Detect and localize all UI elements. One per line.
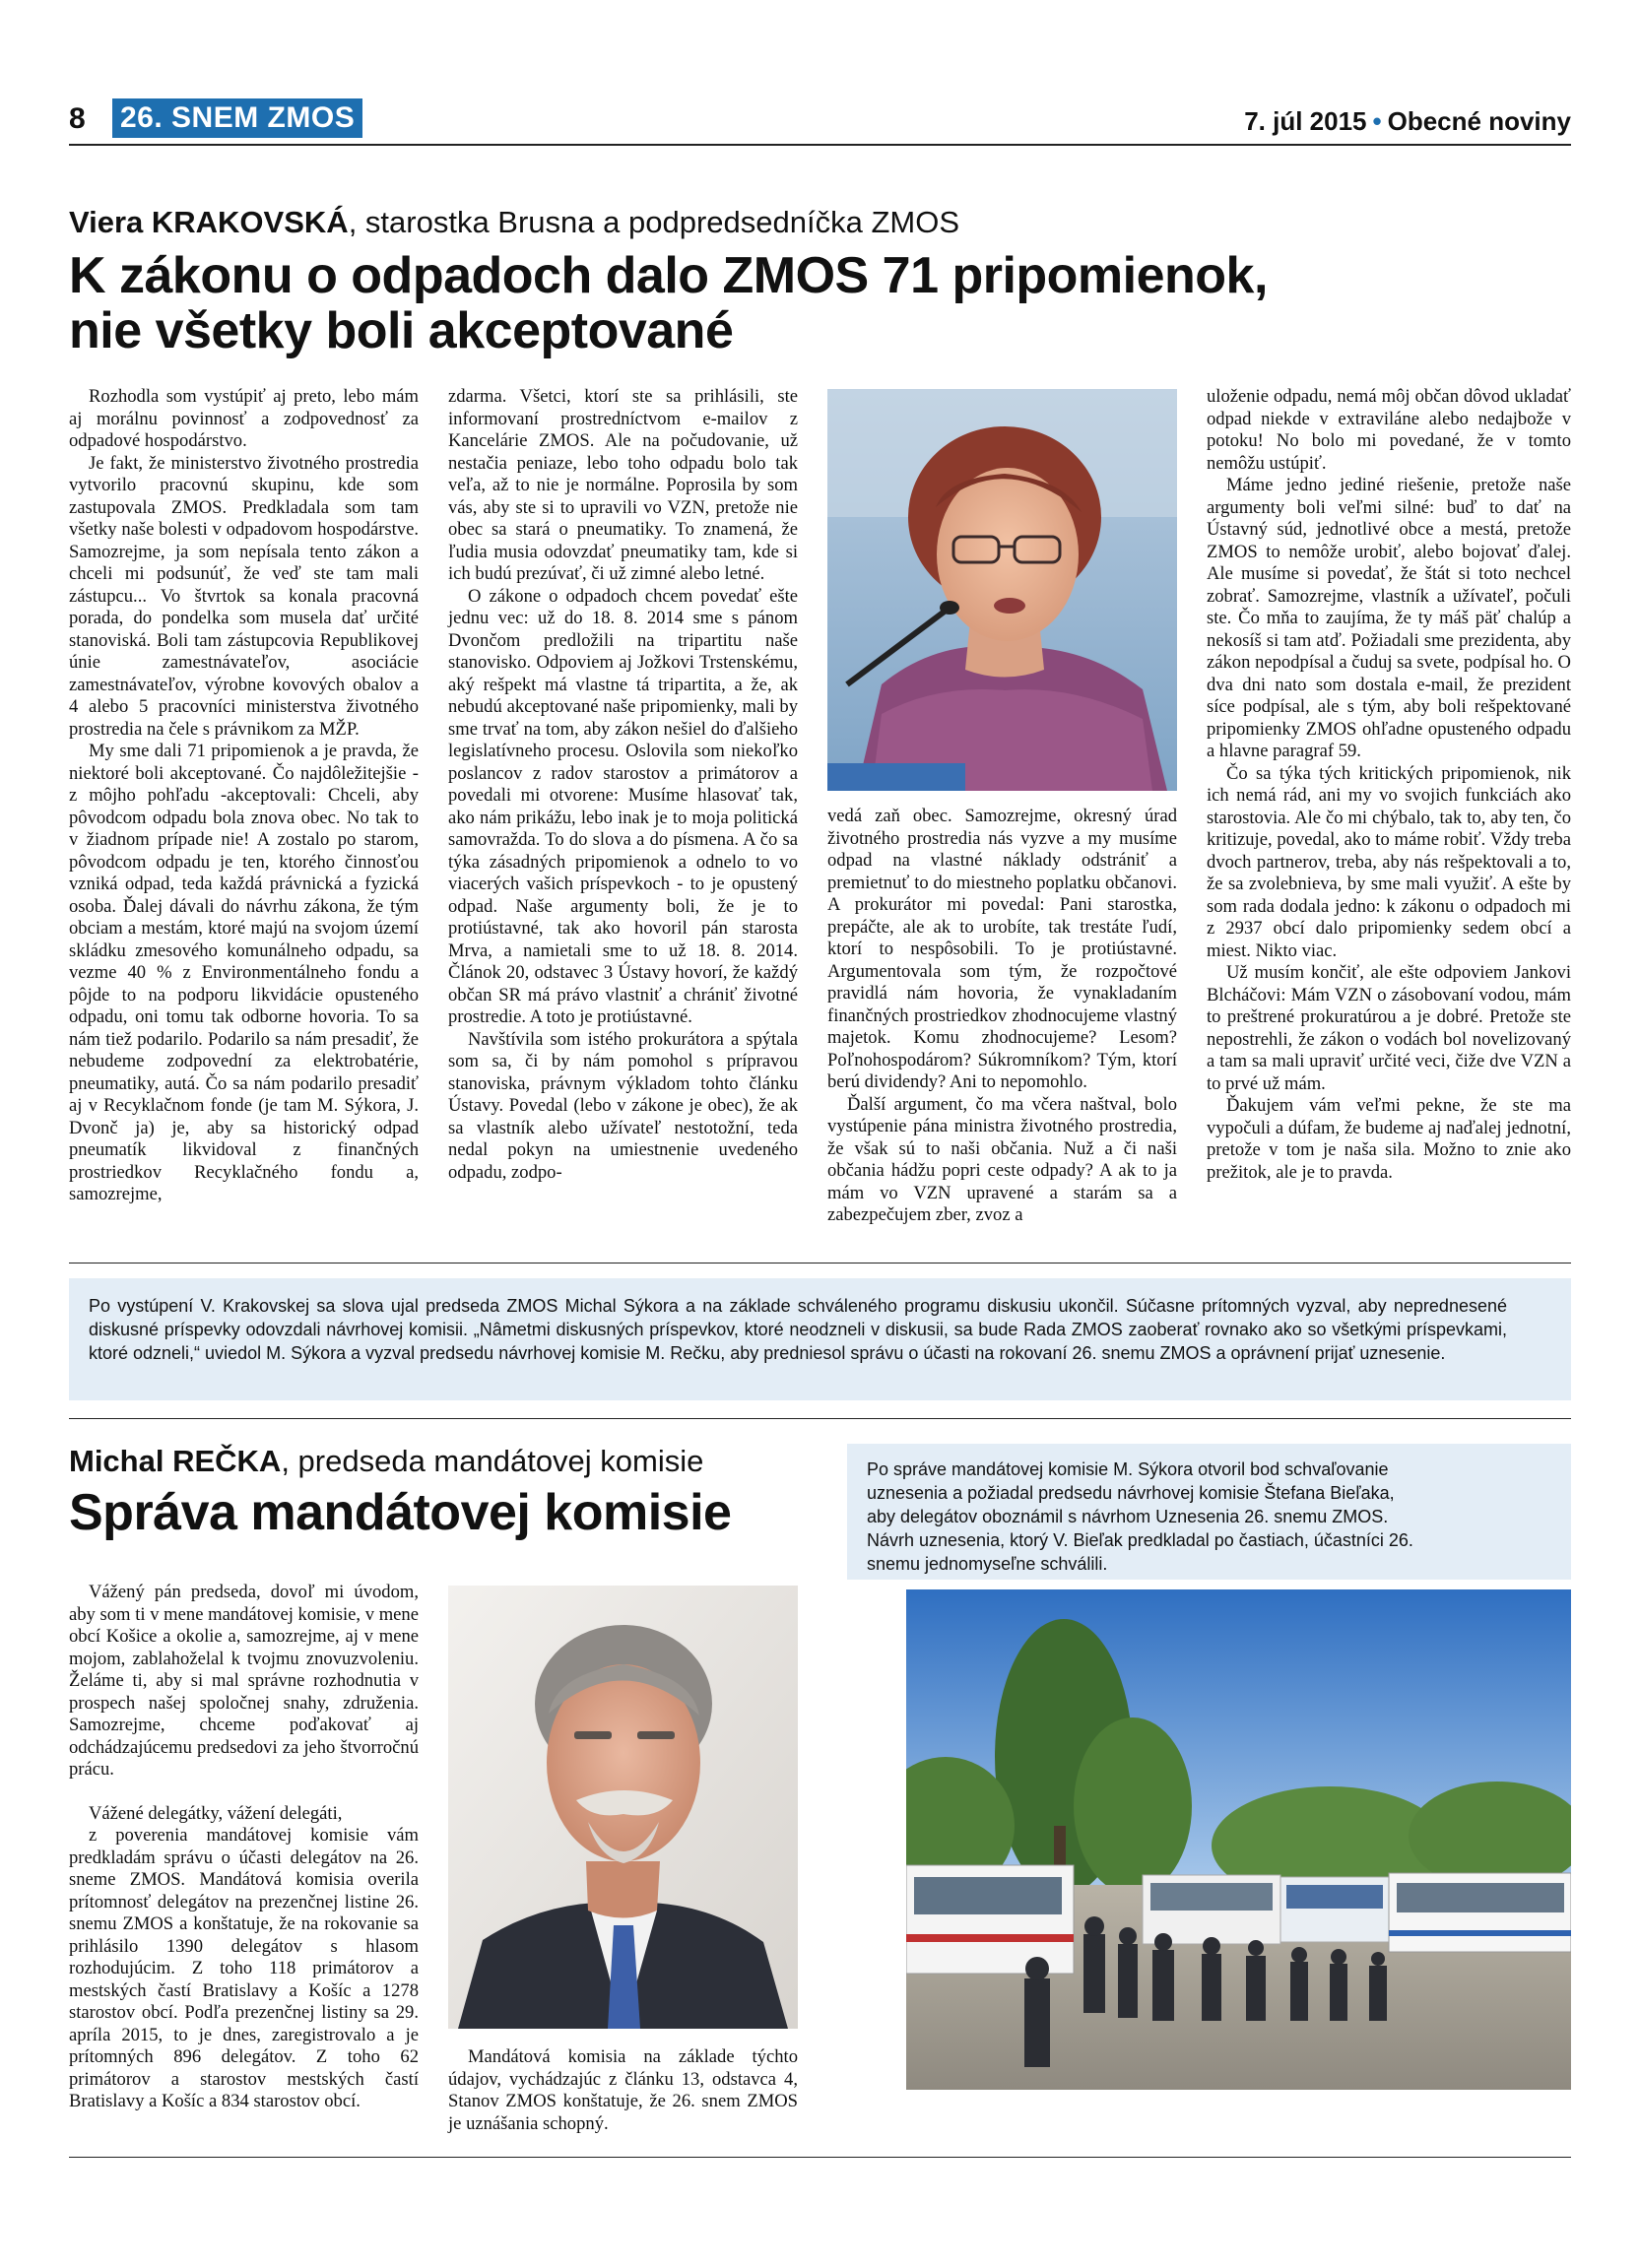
- paragraph: Čo sa týka tých kritických pripomienok, nik ich nemá rád, ani my vo svojich funkciách ako starostovia. Ale čo mi chýbalo, tak to, aby ten, čo kritizuje, povedal, ako to máme robiť. Vždy treba dvoch partnerov, treba, aby nás rešpektovali a to, že sa zvolebnieva, by sme mali využiť. A ešte by som rada dodala jedno: k zákonu o odpadoch mi z 2937 obcí dalo pripomienky sedem obcí a miest. Nikto viac.: [1207, 762, 1571, 961]
- paragraph: Rozhodla som vystúpiť aj preto, lebo mám aj morálnu povinnosť a zodpovednosť za odpadové hospodárstvo.: [69, 386, 419, 451]
- section-divider: [69, 1263, 1571, 1264]
- photo-caption-mandate: Mandátová komisia na základe týchto údajov, vychádzajúc z článku 13, odstavca 4, Stanov ZMOS konštatuje, že 26. snem ZMOS je uznášania schopný.: [448, 2046, 798, 2134]
- paragraph: uloženie odpadu, nemá môj občan dôvod ukladať odpad niekde v extraviláne alebo nedajbože v potoku! No bolo mi povedané, že v tomto nemôžu ustúpiť.: [1207, 386, 1571, 474]
- article1-headline-line2: nie všetky boli akceptované: [69, 302, 734, 359]
- paragraph: vedá zaň obec. Samozrejme, okresný úrad životného prostredia nás vyzve a my musíme odpad na vlastné náklady odstrániť a premietnuť to do miestneho poplatku občanovi. A prokurátor mi povedal: Pani starostka, prepáčte, ale ak to urobíte, tak trestáte ľudí, ktorí to nespôsobili. To je protiústavné. Argumentovala som tým, že rozpočtové pravidlá nám hovoria, že vynakladaním finančných prostriedkov zhodnocujeme vlastný majetok. Komu zhodnocujeme? Lesom? Poľnohospodárom? Súkromníkom? Tým, ktorí berú dividendy? Ani to nepomohlo.: [827, 806, 1177, 1092]
- header-rule: [69, 144, 1571, 146]
- paragraph: zdarma. Všetci, ktorí ste sa prihlásili, ste informovaní prostredníctvom e-mailov z Kancelárie ZMOS. Ale na počudovanie, už nestačia peniaze, lebo toho odpadu bolo tak veľa, až to nie je normálne. Poprosila by som vás, aby ste si to upravili vo VZN, pretože nie obec sa stará o pneumatiky. To znamená, že ľudia musia odovzdať pneumatiky tam, kde si ich budú prezúvať, či už zimné alebo letné.: [448, 386, 798, 584]
- paragraph: z poverenia mandátovej komisie vám predkladám správu o účasti delegátov na 26. sneme ZMOS. Mandátová komisia overila prítomnosť delegátov na prezenčnej listine 26. snemu ZMOS a konštatuje, že na rokovanie sa prihlásilo 1390 delegátov s hlasom rozhodujúcim. Z toho 118 primátorov a mestských častí Bratislavy a Košíc a 1278 starostov obcí. Podľa prezenčnej listiny sa 29. apríla 2015, to je dnes, zaregistrovalo a je prítomných 896 delegátov. Z toho 62 primátorov a starostov mestských častí Bratislavy a Košíc a 834 starostov obcí.: [69, 1825, 419, 2111]
- footer-rule: [69, 2157, 1571, 2158]
- article1-column-1: [69, 386, 419, 1206]
- article1-headline-line1: K zákonu o odpadoch dalo ZMOS 71 pripomienok,: [69, 247, 1268, 304]
- paragraph: Vážený pán predseda, dovoľ mi úvodom, aby som ti v mene mandátovej komisie, v mene obcí Košice a okolie a, samozrejme, aj v mene mojom, zablahoželal k tvojmu znovuzvoleniu. Želáme ti, aby si mal správne rozhodnutia v prospech našej spoločnej snahy, združenia. Samozrejme, chceme poďakovať aj odchádzajúcemu predsedovi za jeho štvorročnú prácu.: [69, 1582, 419, 1780]
- paragraph: My sme dali 71 pripomienok a je pravda, že niektoré boli akceptované. Čo najdôležitejšie - z môjho pohľadu -akceptovali: Chceli, aby pôvodcom odpadu bola znova obec. No tak to v žiadnom prípade nie! A zostalo po starom, pôvodcom odpadu je ten, ktorého činnosťou vzniká odpad, teda každá právnická a fyzická osoba. Ďalej dávali do návrhu zákona, že tým obciam a mestám, ktoré majú na svojom území skládku zmesového komunálneho odpadu, sa vezme 40 % z Environmentálneho fondu a pôjde to na podporu likvidácie opusteného odpadu, oni tomu tak odborne hovoria. To sa nám tiež podarilo. Podarilo sa nám presadiť, že nebudeme zodpovední za elektrobatérie, pneumatiky, autá. Čo sa nám podarilo presadiť aj v Recyklačnom fonde (je tam M. Sýkora, J. Dvonč ja) je, aby sa historický odpad pneumatík likvidoval z finančných prostriedkov Recyklačného fondu a, samozrejme,: [69, 741, 419, 1204]
- section-tag: 26. SNEM ZMOS: [112, 98, 362, 138]
- infobox-summary-text: Po vystúpení V. Krakovskej sa slova ujal predseda ZMOS Michal Sýkora a na základe schváleného programu diskusiu ukončil. Súčasne prítomných vyzval, aby neprednesené diskusné príspevky odovzdali návrhovej komisii. „Nâmetmi diskusných príspevkov, ktoré neodzneli v diskusii, sa bude Rada ZMOS zaoberať rovnako ako so všetkými príspevkami, ktoré odzneli,“ uviedol M. Sýkora a vyzval predsedu návrhovej komisie M. Rečku, aby predniesol správu o účasti na rokovaní 26. snemu ZMOS a oprávnení prijať uznesenie.: [89, 1296, 1507, 1363]
- infobox-summary: [69, 1278, 1571, 1400]
- article1-author-role: , starostka Brusna a podpredsedníčka ZMOS: [348, 205, 959, 239]
- article2-kicker: [69, 1444, 703, 1479]
- article2-author-role: , predseda mandátovej komisie: [281, 1444, 704, 1478]
- buses-parking-photo: [906, 1589, 1571, 2090]
- infobox-resolution-text: Po správe mandátovej komisie M. Sýkora otvoril bod schvaľovanie uznesenia a požiadal predsedu návrhovej komisie Štefana Bieľaka, aby delegátov oboznámil s návrhom Uznesenia 26. snemu ZMOS. Návrh uznesenia, ktorý V. Bieľak predkladal po častiach, účastníci 26. snemu jednomyseľne schválili.: [867, 1459, 1413, 1574]
- article2-headline: Správa mandátovej komisie: [69, 1484, 732, 1541]
- paragraph: Ďakujem vám veľmi pekne, že ste ma vypočuli a dúfam, že budeme aj naďalej jednotní, pretože v tom je naša sila. Možno to znie ako prežitok, ale je to pravda.: [1207, 1095, 1571, 1183]
- paragraph: Je fakt, že ministerstvo životného prostredia vytvorilo pracovnú skupinu, kde som zastupovala ZMOS. Predkladala som tam všetky naše bolesti v odpadovom hospodárstve. Samozrejme, ja som nepísala tento zákon a chceli mi podsunúť, že veď ste tam mali zástupcu... Vo štvrtok sa konala pracovná porada, do pondelka som musela dať určité stanoviská. Boli tam zástupcovia Republikovej únie zamestnávateľov, asociácie zamestnávateľov, výrobne kovových obalov a 4 alebo 5 pracovníci ministerstva životného prostredia na čele s právnikom za MŽP.: [69, 452, 419, 740]
- portrait-photo-krakovska: [827, 389, 1177, 791]
- page-number: 8: [69, 102, 86, 135]
- paragraph: O zákone o odpadoch chcem povedať ešte jednu vec: už do 18. 8. 2014 sme s pánom Dvončom predložili na tripartitu naše stanovisko. Odpoviem aj Jožkovi Trstenskému, aký rešpekt má vlastne tá tripartita, a že, ak nebudú akceptované naše pripomienky, mali by sme trvať na tom, aby zákon nešiel do ďalšieho legislatívneho procesu. Oslovila som niekoľko poslancov z radov starostov a primátorov a povedali mi otvorene: Musíme hlasovať tak, ako nám prikážu, lebo inak je to moja politická samovražda. To do slova a do písmena. A čo sa týka zásadných pripomienok a odnelo to vo viacerých vašich príspevkoch - to je opustený odpad. Naše argumenty boli, že je to protiústavné, tak ako hovoril pán starosta Mrva, a namietali sme to už 18. 8. 2014. Článok 20, odstavec 3 Ústavy hovorí, že každý občan SR má právo vlastniť a chrániť životné prostredie. A toto je protiústavné.: [448, 585, 798, 1027]
- article1-author: Viera KRAKOVSKÁ: [69, 205, 349, 239]
- article1-column-2: [448, 386, 798, 1184]
- portrait-photo-recka: [448, 1586, 798, 2029]
- paragraph: Máme jedno jediné riešenie, pretože naše argumenty boli veľmi silné: buď to dať na Ústavný súd, jednotlivé obce a mestá, pretože ZMOS to nemôže urobiť, alebo bojovať ďalej. Ale musíme si povedať, že štát si toto nechcel zobrať. Samozrejme, vlastník a užívateľ, počuli ste. Čo mňa to zaujíma, že ty máš päť chalúp a nekosíš si tam atď. Požiadali sme prezidenta, aby zákon nepodpísal a čuduj sa svete, podpísal ho. O dva dni nato som dostala e-mail, že prezident síce podpísal, ale s tým, aby boli rešpektované pripomienky ZMOS ohľadne opusteného odpadu a hlavne paragraf 59.: [1207, 475, 1571, 761]
- paragraph: Navštívila som istého prokurátora a spýtala som sa, či by nám pomohol s prípravou stanoviska, právnym výkladom tohto článku Ústavy. Povedal (lebo v zákone je obec), že ak sa vlastník alebo užívateľ nestotožní, teda nedal pokyn na umiestnenie uvedeného odpadu, zodpo-: [448, 1028, 798, 1183]
- paragraph: Ďalší argument, čo ma včera naštval, bolo vystúpenie pána ministra životného prostredia, že však sú to naši občania. Nuž a či naši občania hádžu popri ceste odpady? A ak to ja mám vo VZN upravené a starám sa a zabezpečujem zber, zvoz a: [827, 1093, 1177, 1225]
- masthead-info: [1244, 106, 1571, 137]
- infobox-resolution: [847, 1444, 1571, 1580]
- section-divider: [69, 1418, 1571, 1419]
- issue-date: 7. júl 2015: [1244, 106, 1367, 136]
- article2-column-1: [69, 1582, 419, 2113]
- separator-dot: •: [1372, 106, 1382, 136]
- article1-headline: [69, 248, 1571, 358]
- article2-author: Michal REČKA: [69, 1444, 282, 1478]
- article1-kicker: [69, 205, 959, 240]
- article1-column-3: [827, 806, 1177, 1227]
- paragraph: Vážené delegátky, vážení delegáti,: [89, 1802, 343, 1824]
- article1-column-4: [1207, 386, 1571, 1184]
- publication-name: Obecné noviny: [1387, 106, 1571, 136]
- paragraph: Už musím končiť, ale ešte odpoviem Jankovi Blcháčovi: Mám VZN o zásobovaní vodou, mám to preštrené prokuratúrou a je dobré. Pretože ste nepostrehli, že zákon o vodách bol novelizovaný a tam sa mali upraviť určité veci, čiže dve VZN a to prvé už mám.: [1207, 962, 1571, 1094]
